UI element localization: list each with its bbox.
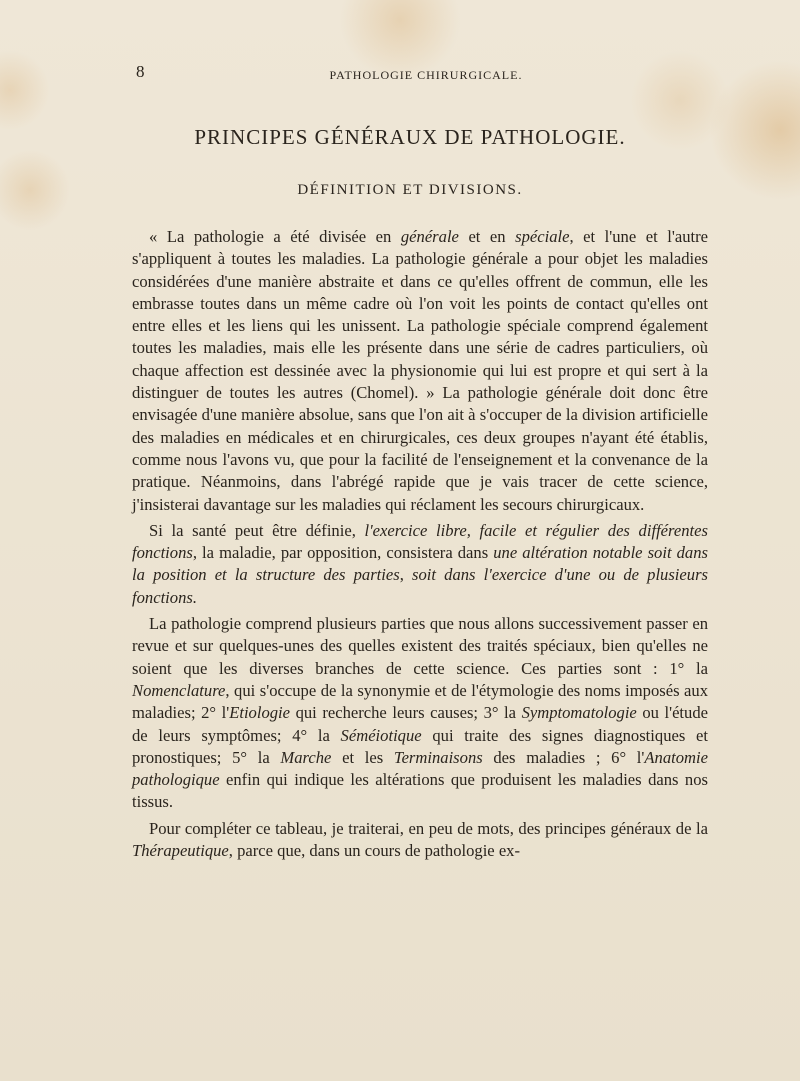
text-run: des maladies ; 6° l' bbox=[482, 747, 645, 767]
italic-run: Nomenclature bbox=[132, 680, 226, 700]
text-run: « La pathologie a été divisée en bbox=[149, 227, 401, 246]
italic-run: Symptomatologie bbox=[521, 703, 637, 723]
body-text bbox=[132, 226, 708, 866]
italic-run: l'exercice libre, facile et régulier des différentes fonctions bbox=[132, 520, 708, 563]
italic-run: Thérapeutique bbox=[132, 841, 229, 861]
text-run: qui recherche leurs causes; 3° la bbox=[290, 703, 522, 723]
text-run: , bbox=[399, 565, 413, 585]
italic-run: soit dans l'exercice d'une ou de plusieurs fonctions. bbox=[132, 565, 708, 607]
italic-run: Anatomie pathologique bbox=[132, 747, 708, 790]
section-title: DÉFINITION ET DIVISIONS. bbox=[297, 182, 523, 198]
text-run: La pathologie comprend plusieurs parties que nous allons successivement passer en revue et sur quelques-unes des quelles existent des traités spéciaux, bien qu'elles ne soient que les diverses branches de cette science. Ces parties sont : 1° la bbox=[132, 614, 708, 678]
text-run: , qui s'occupe de la synonymie et de l'étymologie des noms imposés aux maladies; 2° l' bbox=[132, 680, 708, 723]
italic-run: Marche bbox=[280, 747, 332, 767]
italic-run: générale bbox=[400, 227, 459, 246]
text-run: , parce que, dans un cours de pathologie ex- bbox=[228, 841, 521, 861]
text-run: , et l'une et l'autre s'appliquent à toutes les maladies. La pathologie générale a pour objet les maladies considérées d'une manière abstraite et dans ce qu'elles offrent de commun, elle les embrasse toutes dans un même cadre où l'on voit les points de contact qu'elles ont entre elles et les liens qui les unissent. La pathologie spéciale comprend également toutes les maladies, mais elle les présente dans une série de cadres particuliers, où chaque affection est dessinée avec la physionomie qui lui est propre et qui sert à la distinguer de toutes les autres (Chomel). » La pathologie générale doit donc être envisagée d'une manière absolue, sans que l'on ait à s'occuper de la division artificielle des maladies en médicales et en chirurgicales, ces deux groupes n'ayant été établis, comme nous l'avons vu, que pour la facilité de l'enseignement et la convenance de la pratique. Néanmoins, dans l'abrégé rapide que je vais tracer de cette science, j'insisterai davantage sur les maladies qui réclament les secours chirurgicaux. bbox=[132, 227, 708, 514]
paragraph bbox=[132, 613, 708, 814]
page-number: 8 bbox=[136, 62, 145, 81]
text-run: enfin qui indique les altérations que produisent les maladies dans nos tissus. bbox=[132, 770, 708, 812]
paragraph bbox=[132, 226, 708, 516]
paragraph bbox=[132, 818, 708, 863]
chapter-title: PRINCIPES GÉNÉRAUX DE PATHOLOGIE. bbox=[194, 125, 626, 149]
text-run: qui traite des signes diagnostiques et pronostiques; 5° la bbox=[132, 725, 708, 767]
text-run: et en bbox=[458, 227, 516, 246]
text-run: , la maladie, par opposition, consistera dans bbox=[192, 543, 494, 563]
text-run: et les bbox=[331, 747, 394, 767]
italic-run: Etiologie bbox=[229, 703, 291, 723]
running-head: PATHOLOGIE CHIRURGICALE. bbox=[329, 68, 523, 82]
italic-run: Séméiotique bbox=[340, 725, 422, 745]
text-run: Si la santé peut être définie, bbox=[149, 520, 365, 540]
paragraph bbox=[132, 520, 708, 609]
text-run: ou l'étude de leurs symptômes; 4° la bbox=[132, 703, 709, 745]
text-run: Pour compléter ce tableau, je traiterai, en peu de mots, des principes généraux de la bbox=[149, 818, 708, 838]
italic-run: Terminaisons bbox=[393, 747, 483, 767]
italic-run: une altération notable soit dans la position et la structure des parties bbox=[132, 543, 708, 585]
italic-run: spéciale bbox=[515, 227, 570, 246]
